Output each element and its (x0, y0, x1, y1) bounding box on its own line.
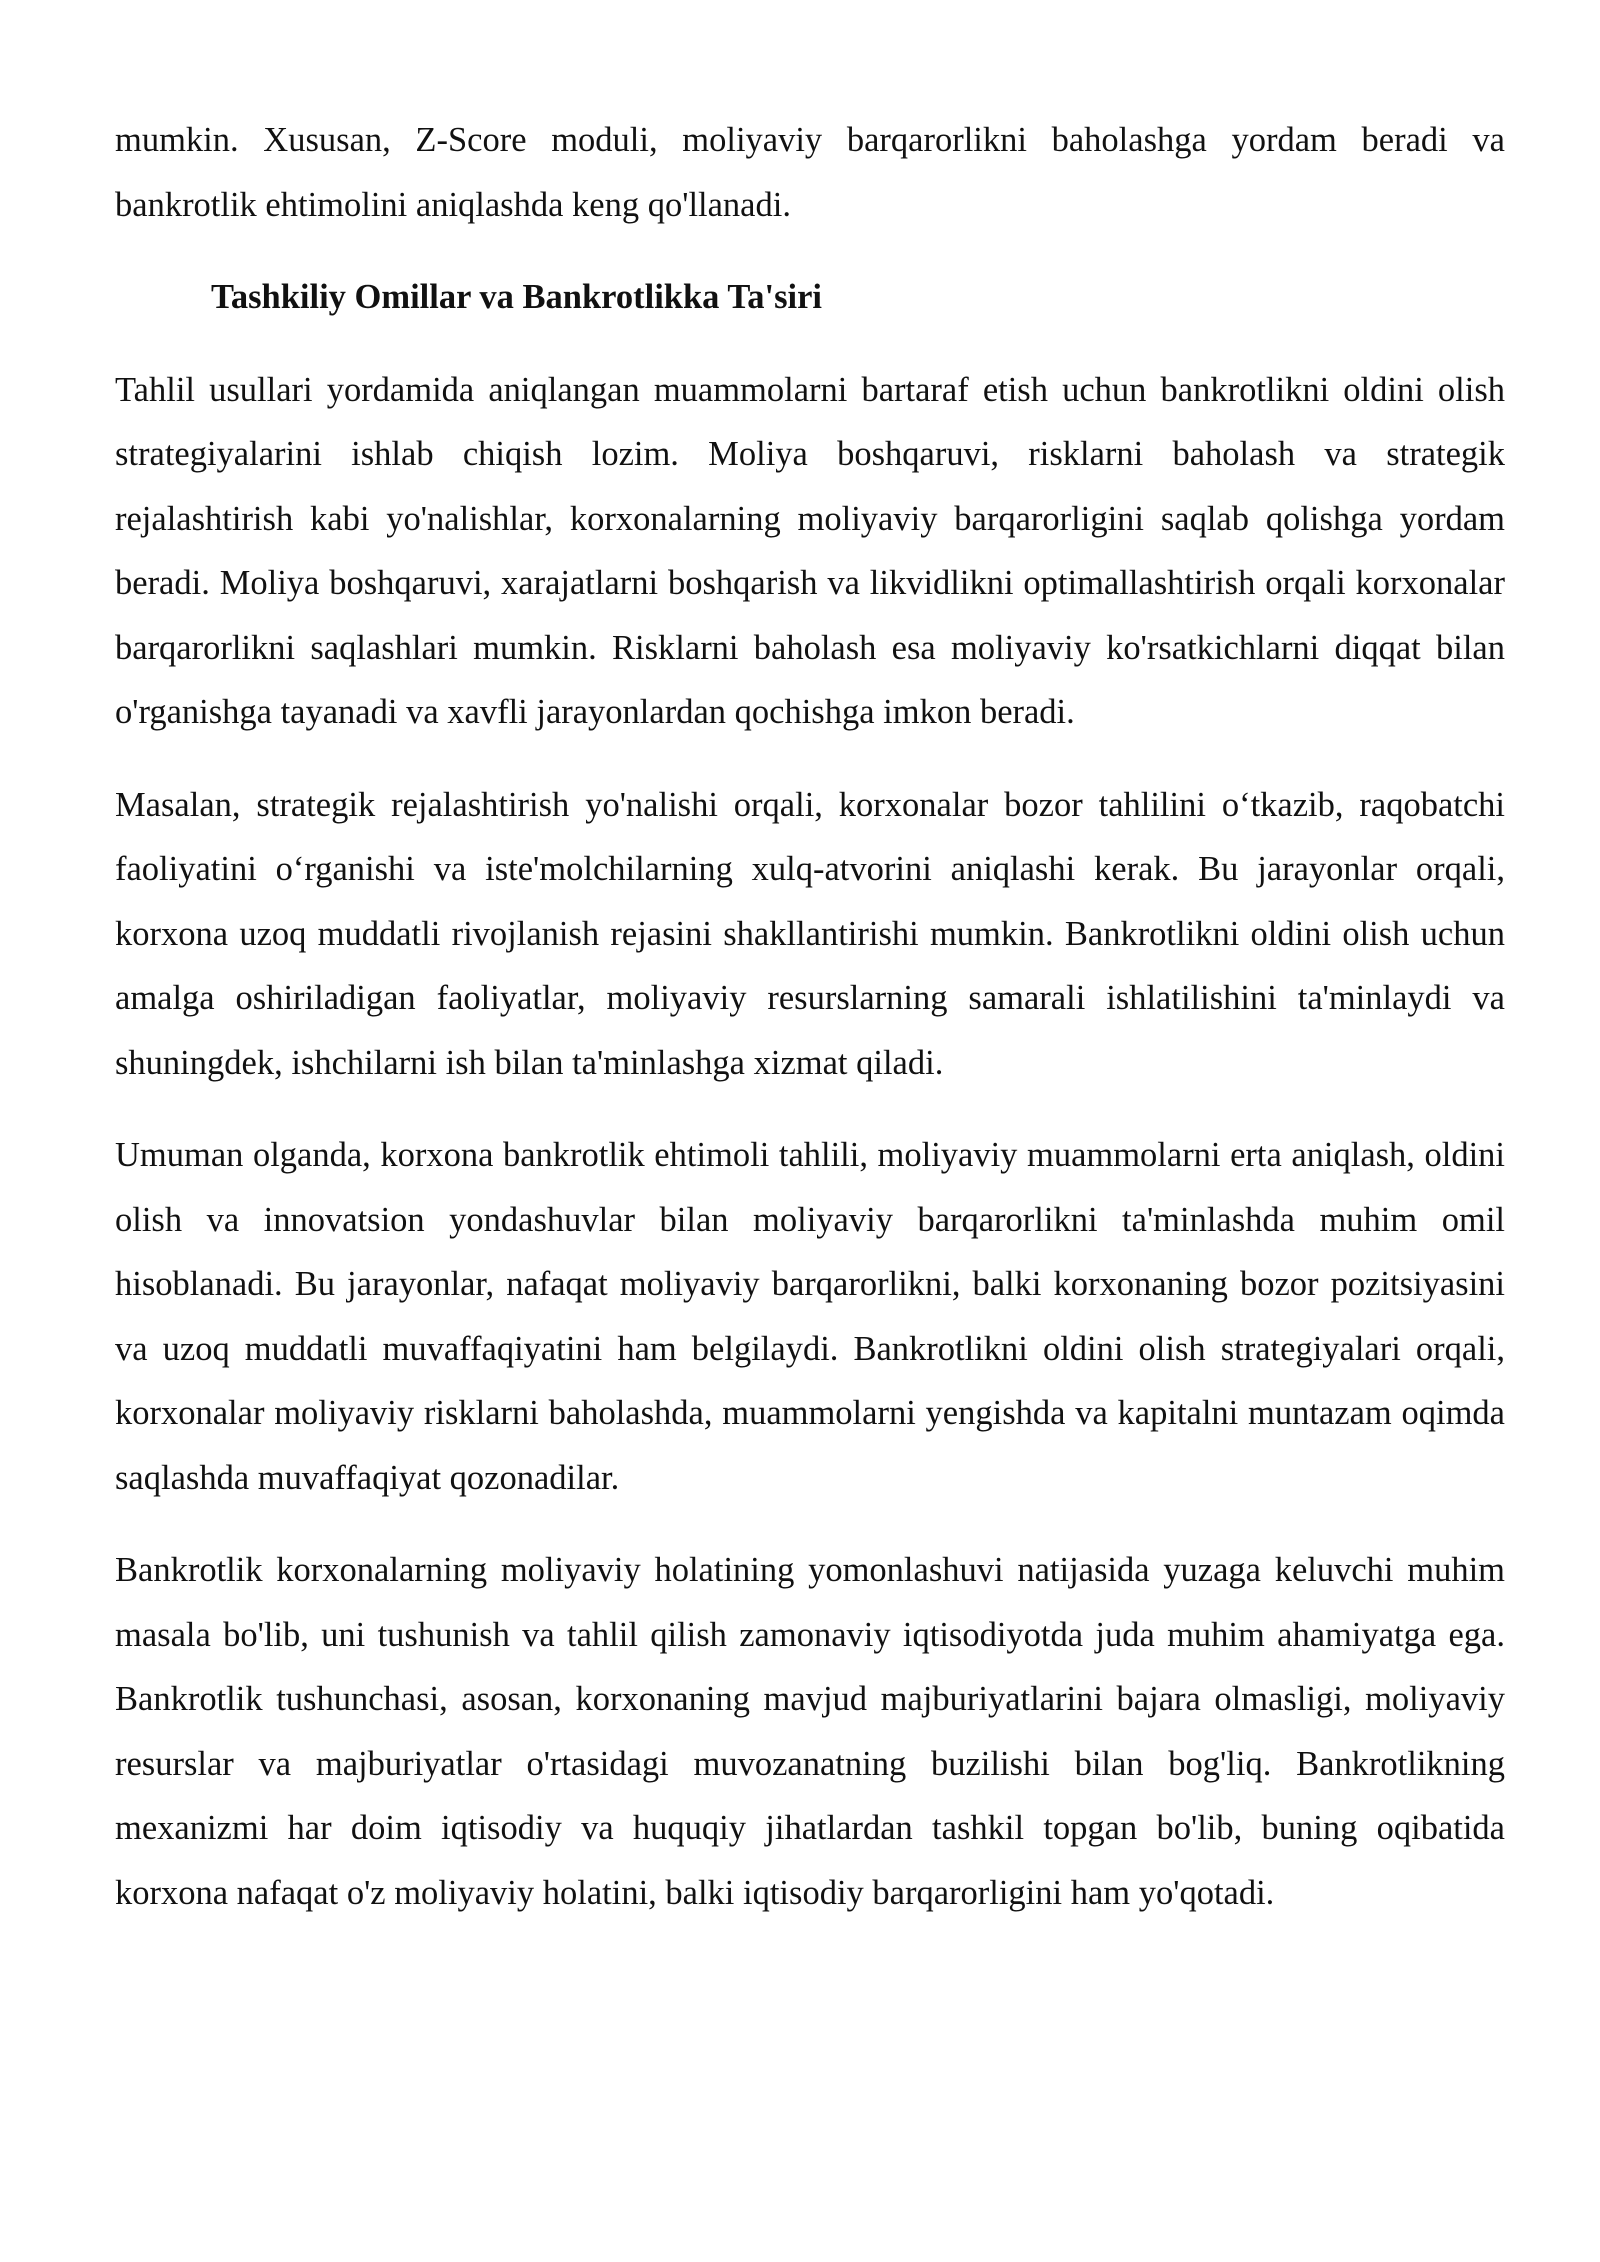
document-page (115, 108, 1505, 1953)
paragraph-strategies: Tahlil usullari yordamida aniqlangan muammolarni bartaraf etish uchun bankrotlikni oldini olish strategiyalarini ishlab chiqish lozim. Moliya boshqaruvi, risklarni baholash va strategik rejalashtirish kabi yo'nalishlar, korxonalarning moliyaviy barqarorligini saqlab qolishga yordam beradi. Moliya boshqaruvi, xarajatlarni boshqarish va likvidlikni optimallashtirish orqali korxonalar barqarorlikni saqlashlari mumkin. Risklarni baholash esa moliyaviy ko'rsatkichlarni diqqat bilan o'rganishga tayanadi va xavfli jarayonlardan qochishga imkon beradi. (115, 370, 1505, 731)
paragraph-strategic-planning: Masalan, strategik rejalashtirish yo'nalishi orqali, korxonalar bozor tahlilini o‘tkazib, raqobatchi faoliyatini o‘rganishi va iste'molchilarning xulq-atvorini aniqlashi kerak. Bu jarayonlar orqali, korxona uzoq muddatli rivojlanish rejasini shakllantirishi mumkin. Bankrotlikni oldini olish uchun amalga oshiriladigan faoliyatlar, moliyaviy resurslarning samarali ishlatilishini ta'minlaydi va shuningdek, ishchilarni ish bilan ta'minlashga xizmat qiladi. (115, 785, 1505, 1082)
paragraph-continuation: mumkin. Xususan, Z-Score moduli, moliyaviy barqarorlikni baholashga yordam beradi va bankrotlik ehtimolini aniqlashda keng qo'llanadi. (115, 121, 1505, 224)
section-heading: Tashkiliy Omillar va Bankrotlikka Ta'siri (211, 278, 822, 316)
paragraph-summary: Umuman olganda, korxona bankrotlik ehtimoli tahlili, moliyaviy muammolarni erta aniqlash, oldini olish va innovatsion yondashuvlar bilan moliyaviy barqarorlikni ta'minlashda muhim omil hisoblanadi. Bu jarayonlar, nafaqat moliyaviy barqarorlikni, balki korxonaning bozor pozitsiyasini va uzoq muddatli muvaffaqiyatini ham belgilaydi. Bankrotlikni oldini olish strategiyalari orqali, korxonalar moliyaviy risklarni baholashda, muammolarni yengishda va kapitalni muntazam oqimda saqlashda muvaffaqiyat qozonadilar. (115, 1136, 1505, 1497)
paragraph-bankruptcy-definition: Bankrotlik korxonalarning moliyaviy holatining yomonlashuvi natijasida yuzaga keluvchi muhim masala bo'lib, uni tushunish va tahlil qilish zamonaviy iqtisodiyotda juda muhim ahamiyatga ega. Bankrotlik tushunchasi, asosan, korxonaning mavjud majburiyatlarini bajara olmasligi, moliyaviy resurslar va majburiyatlar o'rtasidagi muvozanatning buzilishi bilan bog'liq. Bankrotlikning mexanizmi har doim iqtisodiy va huquqiy jihatlardan tashkil topgan bo'lib, buning oqibatida korxona nafaqat o'z moliyaviy holatini, balki iqtisodiy barqarorligini ham yo'qotadi. (115, 1551, 1505, 1912)
